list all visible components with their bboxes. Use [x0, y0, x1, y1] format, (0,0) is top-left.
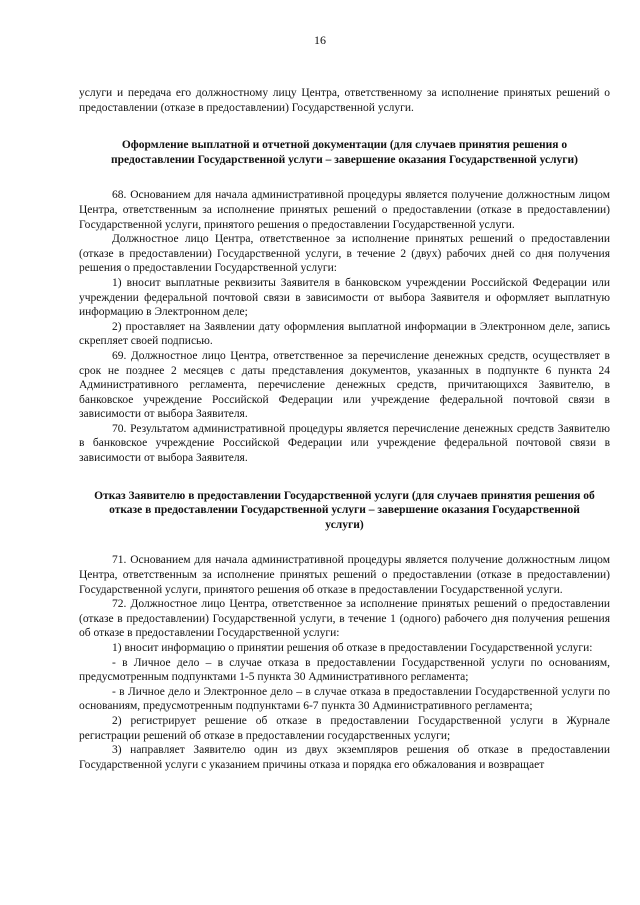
paragraph-72-item-2: 2) регистрирует решение об отказе в предоставлении Государственной услуги в Журнале регистрации решений об отказе в предоставлении государственных услуги; — [79, 714, 610, 742]
document-body — [79, 86, 610, 772]
paragraph-68: 68. Основанием для начала административной процедуры является получение должностным лицом Центра, ответственным за исполнение принятых решений о предоставлении (отказе в предоставлении) Государственной услуги, принятого решения о предоставлении Государственной услуги. — [79, 189, 610, 231]
section-heading-refusal: Отказ Заявителю в предоставлении Государственной услуги (для случаев принятия решения об отказе в предоставлении Государственной услуги – завершение оказания Государственной услуги) — [94, 489, 595, 531]
paragraph-continuation: услуги и передача его должностному лицу Центра, ответственному за исполнение принятых решений о предоставлении (отказе в предоставлении) Государственной услуги. — [79, 87, 610, 114]
page-number: 16 — [314, 33, 326, 47]
paragraph-72-item-3: 3) направляет Заявителю один из двух экземпляров решения об отказе в предоставлении Государственной услуги с указанием причины отказа и порядка его обжалования и возвращает — [79, 744, 610, 771]
paragraph-72: 72. Должностное лицо Центра, ответственное за исполнение принятых решений о предоставлении (отказе в предоставлении) Государственной услуги, в течение 1 (одного) рабочего дня получения решения об отказе в предоставлении Государственной услуги: — [79, 598, 610, 640]
paragraph-72-item-1-personal-file: - в Личное дело – в случае отказа в предоставлении Государственной услуги по основаниям, предусмотренным подпунктами 1-5 пункта 30 Административного регламента; — [79, 656, 610, 684]
paragraph-70: 70. Результатом административной процедуры является перечисление денежных средств Заявителю в банковское учреждение Российской Федерации или учреждение федеральной почтовой связи в зависимости от выбора Заявителя. — [79, 422, 610, 465]
paragraph-68-official: Должностное лицо Центра, ответственное за исполнение принятых решений о предоставлении (отказе в предоставлении) Государственной услуги, в течение 2 (двух) рабочих дней со дня получения решения о предоставлении Государственной услуги: — [79, 233, 610, 275]
paragraph-68-item-2: 2) проставляет на Заявлении дату оформления выплатной информации в Электронном деле, запись скрепляет своей подписью. — [79, 320, 610, 348]
paragraph-68-item-1: 1) вносит выплатные реквизиты Заявителя в банковском учреждении Российской Федерации или учреждении федеральной почтовой связи в зависимости от выбора Заявителя и оформляет выплатную информацию в Электронном деле; — [79, 276, 610, 319]
paragraph-72-item-1-electronic-file: - в Личное дело и Электронное дело – в случае отказа в предоставлении Государственной услуги по основаниям, предусмотренным подпунктами 6-7 пункта 30 Административного регламента; — [79, 685, 610, 713]
paragraph-69: 69. Должностное лицо Центра, ответственное за перечисление денежных средств, осуществляет в срок не позднее 2 месяцев с даты представления документов, указанных в подпункте 6 пункта 24 Административного регламента, перечисление денежных средств, причитающихся Заявителю, в банковское учреждение Российской Федерации или учреждение федеральной почтовой связи в зависимости от выбора Заявителя. — [79, 349, 610, 421]
section-heading-payment-documentation: Оформление выплатной и отчетной документации (для случаев принятия решения о предоставлении Государственной услуги – завершение оказания Государственной услуги) — [111, 139, 578, 166]
paragraph-72-item-1: 1) вносит информацию о принятии решения об отказе в предоставлении Государственной услуги: — [112, 642, 593, 654]
paragraph-71: 71. Основанием для начала административной процедуры является получение должностным лицом Центра, ответственным за исполнение принятых решений о предоставлении (отказе в предоставлении) Государственной услуги, принятого решения об отказе в предоставлении Государственной услуги. — [79, 554, 610, 596]
